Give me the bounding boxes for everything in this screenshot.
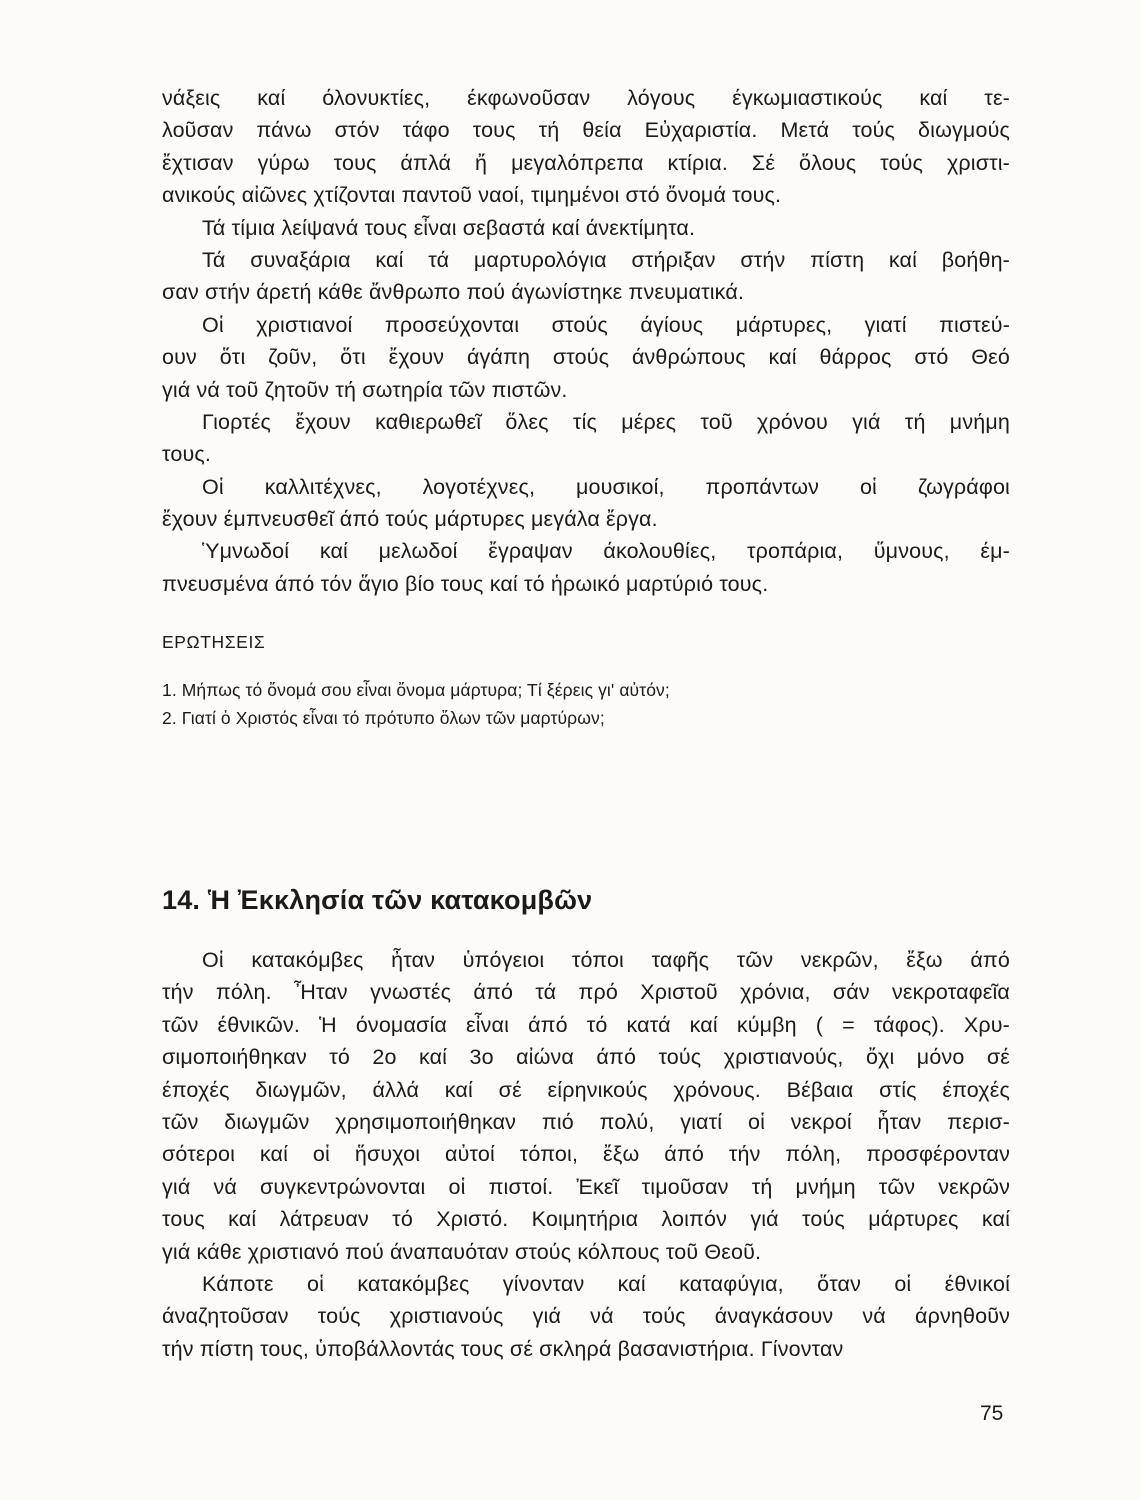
- paragraph: [162, 1268, 1010, 1365]
- paragraph: [162, 82, 1010, 212]
- text-line: τῶν έθνικῶν. Ἡ όνομασία εἶναι άπό τό κατά καί κύμβη ( = τάφος). Χρυ-: [162, 1012, 1010, 1037]
- text-line: ουν ὅτι ζοῦν, ὅτι ἔχουν άγάπη στούς άνθρώπους καί θάρρος στό Θεό: [162, 345, 1010, 370]
- questions-list: [162, 676, 1010, 732]
- paragraph: [162, 406, 1010, 471]
- question-item: 2. Γιατί ὁ Χριστός εἶναι τό πρότυπο ὅλων τῶν μαρτύρων;: [162, 708, 605, 728]
- text-block-top: [162, 82, 1010, 600]
- page-number: 75: [980, 1402, 1004, 1425]
- text-block-bottom: [162, 944, 1010, 1365]
- text-line: σιμοποιήθηκαν τό 2ο καί 3ο αἰώνα άπό τούς χριστιανούς, ὄχι μόνο σέ: [162, 1045, 1010, 1070]
- text-line: γιά κάθε χριστιανό πού άναπαυόταν στούς κόλπους τοῦ Θεοῦ.: [162, 1239, 762, 1264]
- text-line: Ὑμνωδοί καί μελωδοί ἔγραψαν άκολουθίες, τροπάρια, ὕμνους, έμ-: [202, 539, 1010, 564]
- text-line: σότεροι καί οἱ ἥσυχοι αὐτοί τόποι, ἔξω άπό τήν πόλη, προσφέρονταν: [162, 1142, 1010, 1167]
- text-line: Οἱ χριστιανοί προσεύχονται στούς άγίους μάρτυρες, γιατί πιστεύ-: [202, 312, 1010, 337]
- text-line: Γιορτές ἔχουν καθιερωθεῖ ὅλες τίς μέρες τοῦ χρόνου γιά τή μνήμη: [202, 409, 1010, 434]
- text-line: έποχές διωγμῶν, άλλά καί σέ είρηνικούς χρόνους. Βέβαια στίς έποχές: [162, 1077, 1010, 1102]
- text-line: τήν πίστη τους, ὑποβάλλοντάς τους σέ σκληρά βασανιστήρια. Γίνονταν: [162, 1336, 844, 1361]
- question-item: 1. Μήπως τό ὄνομά σου εἶναι ὄνομα μάρτυρα; Τί ξέρεις γι' αὐτόν;: [162, 680, 670, 700]
- text-line: Τά συναξάρια καί τά μαρτυρολόγια στήριξαν στήν πίστη καί βοήθη-: [202, 247, 1010, 272]
- text-line: σαν στήν άρετή κάθε ἄνθρωπο πού άγωνίστηκε πνευματικά.: [162, 280, 745, 305]
- text-line: τους καί λάτρευαν τό Χριστό. Κοιμητήρια λοιπόν γιά τούς μάρτυρες καί: [162, 1207, 1010, 1232]
- text-line: Κάποτε οἱ κατακόμβες γίνονταν καί καταφύγια, ὅταν οἱ έθνικοί: [202, 1271, 1010, 1296]
- text-line: Τά τίμια λείψανά τους εἶναι σεβαστά καί άνεκτίμητα.: [202, 215, 696, 240]
- text-line: λοῦσαν πάνω στόν τάφο τους τή θεία Εὐχαριστία. Μετά τούς διωγμούς: [162, 118, 1010, 143]
- text-line: τῶν διωγμῶν χρησιμοποιήθηκαν πιό πολύ, γιατί οἱ νεκροί ἦταν περισ-: [162, 1109, 1010, 1134]
- paragraph: [162, 471, 1010, 536]
- questions-heading: ΕΡΩΤΗΣΕΙΣ: [162, 632, 266, 652]
- paragraph: [162, 244, 1010, 309]
- text-line: τους.: [162, 442, 211, 467]
- text-line: άναζητοῦσαν τούς χριστιανούς γιά νά τούς άναγκάσουν νά άρνηθοῦν: [162, 1304, 1010, 1329]
- chapter-title: 14. Ἡ Ἐκκλησία τῶν κατακομβῶν: [162, 885, 593, 915]
- text-line: πνευσμένα άπό τόν ἅγιο βίο τους καί τό ἡρωικό μαρτύριό τους.: [162, 571, 769, 596]
- text-line: ανικούς αἰῶνες χτίζονται παντοῦ ναοί, τιμημένοι στό ὄνομά τους.: [162, 183, 782, 208]
- text-line: ἔχουν έμπνευσθεῖ άπό τούς μάρτυρες μεγάλα ἔργα.: [162, 507, 658, 532]
- paragraph: [162, 212, 1010, 244]
- text-line: τήν πόλη. Ἦταν γνωστές άπό τά πρό Χριστοῦ χρόνια, σάν νεκροταφεῖα: [162, 980, 1010, 1005]
- paragraph: [162, 944, 1010, 1268]
- text-line: γιά νά συγκεντρώνονται οἱ πιστοί. Ἐκεῖ τιμοῦσαν τή μνήμη τῶν νεκρῶν: [162, 1174, 1010, 1199]
- text-line: νάξεις καί όλονυκτίες, έκφωνοῦσαν λόγους έγκωμιαστικούς καί τε-: [162, 86, 1010, 110]
- text-line: ἔχτισαν γύρω τους άπλά ἤ μεγαλόπρεπα κτίρια. Σέ ὅλους τούς χριστι-: [162, 150, 1010, 175]
- paragraph: [162, 309, 1010, 406]
- text-line: Οἱ καλλιτέχνες, λογοτέχνες, μουσικοί, προπάντων οἱ ζωγράφοι: [202, 474, 1010, 499]
- text-line: Οἱ κατακόμβες ἦταν ὑπόγειοι τόποι ταφῆς τῶν νεκρῶν, ἔξω άπό: [202, 948, 1010, 972]
- paragraph: [162, 535, 1010, 600]
- text-line: γιά νά τοῦ ζητοῦν τή σωτηρία τῶν πιστῶν.: [162, 377, 568, 402]
